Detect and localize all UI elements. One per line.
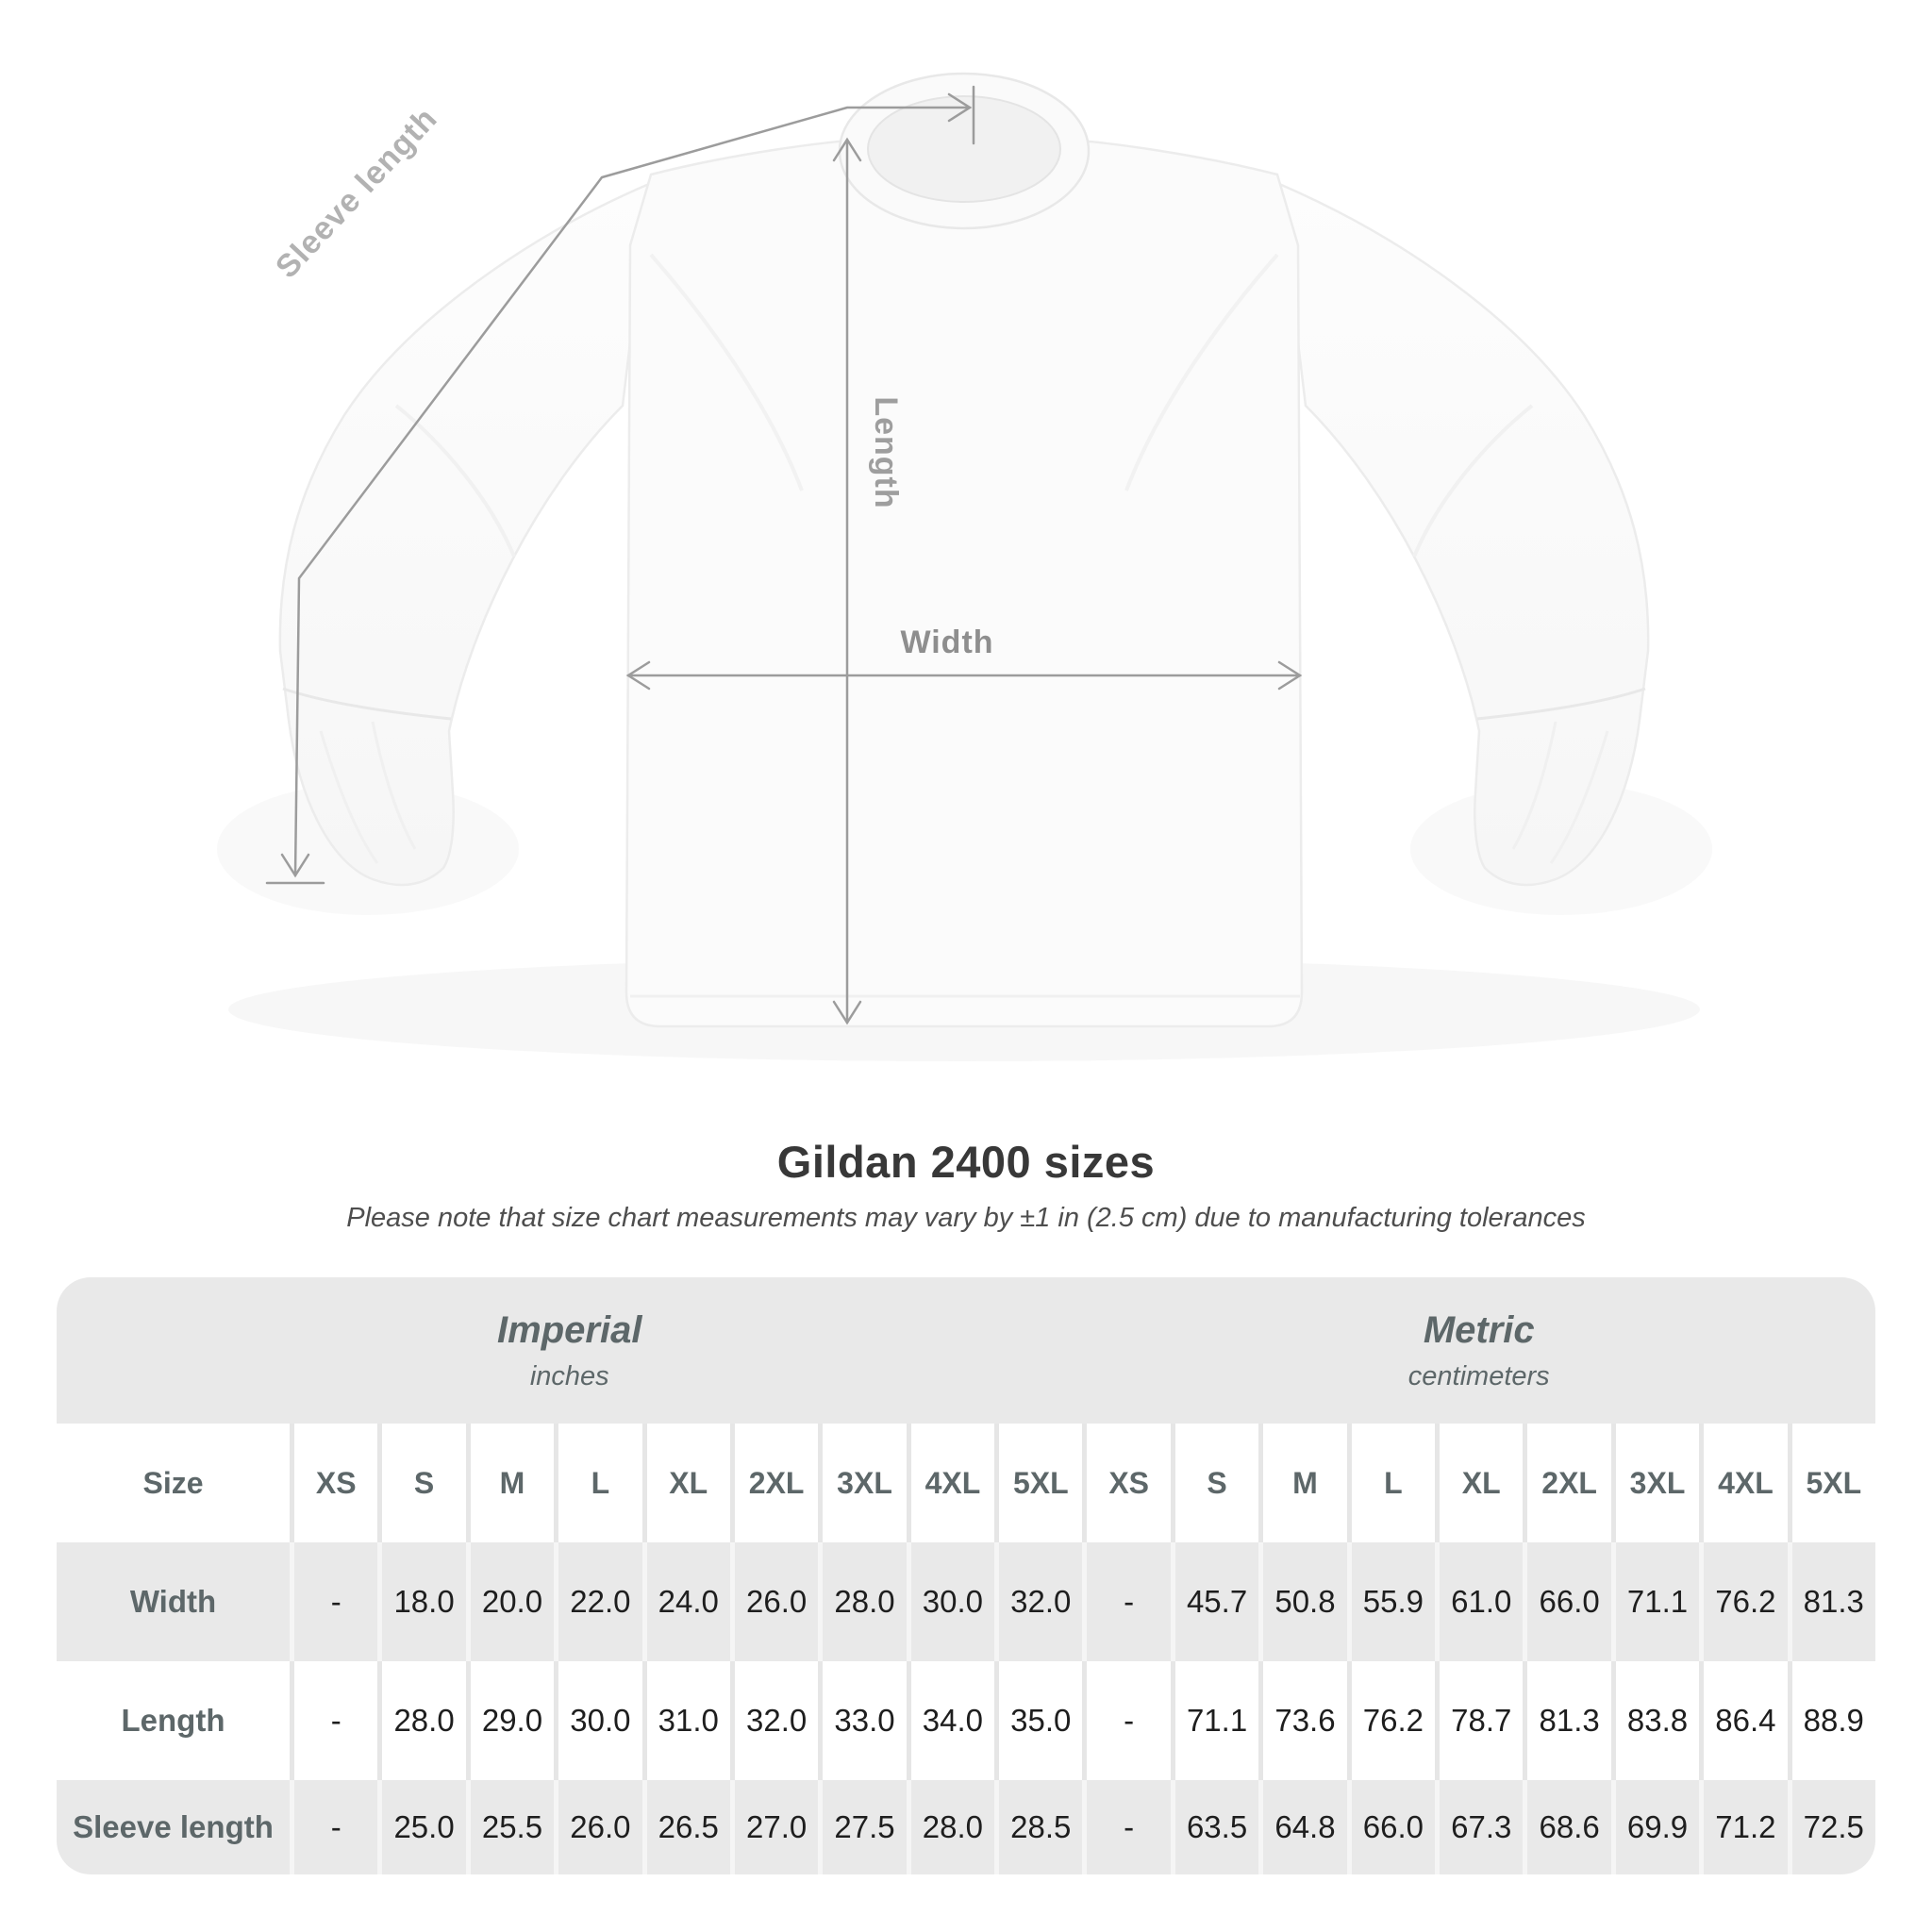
- shirt-body: [626, 141, 1302, 1026]
- size-header-cell: 3XL: [1611, 1424, 1699, 1542]
- value-cell: 61.0: [1435, 1542, 1523, 1661]
- size-column-header: Size: [57, 1424, 290, 1542]
- length-label: Length: [868, 396, 904, 509]
- value-cell: 72.5: [1788, 1780, 1875, 1874]
- size-header-cell: L: [554, 1424, 641, 1542]
- size-header-cell: S: [1171, 1424, 1258, 1542]
- size-header-cell: 4XL: [1699, 1424, 1787, 1542]
- size-header-cell: 5XL: [1788, 1424, 1875, 1542]
- value-cell: 55.9: [1347, 1542, 1435, 1661]
- imperial-group-header: [57, 1277, 1082, 1424]
- value-cell: 32.0: [994, 1542, 1082, 1661]
- value-cell: 34.0: [907, 1661, 994, 1780]
- value-cell: 27.5: [818, 1780, 906, 1874]
- value-cell: -: [1082, 1780, 1170, 1874]
- value-cell: 18.0: [377, 1542, 465, 1661]
- row-label: Length: [57, 1661, 290, 1780]
- value-cell: 30.0: [907, 1542, 994, 1661]
- value-cell: 78.7: [1435, 1661, 1523, 1780]
- imperial-group-unit: inches: [529, 1360, 609, 1391]
- size-header-cell: XS: [1082, 1424, 1170, 1542]
- value-cell: -: [1082, 1542, 1170, 1661]
- value-cell: 30.0: [554, 1661, 641, 1780]
- shirt-collar: [840, 74, 1089, 228]
- value-cell: 83.8: [1611, 1661, 1699, 1780]
- shirt-left-sleeve: [280, 184, 649, 885]
- value-cell: 26.0: [554, 1780, 641, 1874]
- value-cell: 25.5: [466, 1780, 554, 1874]
- value-cell: 45.7: [1171, 1542, 1258, 1661]
- size-header-cell: M: [1258, 1424, 1346, 1542]
- value-cell: 28.0: [907, 1780, 994, 1874]
- size-header-cell: M: [466, 1424, 554, 1542]
- value-cell: 71.2: [1699, 1780, 1787, 1874]
- size-header-cell: 2XL: [730, 1424, 818, 1542]
- value-cell: -: [290, 1661, 377, 1780]
- value-cell: 86.4: [1699, 1661, 1787, 1780]
- value-cell: 28.0: [377, 1661, 465, 1780]
- value-cell: 32.0: [730, 1661, 818, 1780]
- metric-group-header: [1082, 1277, 1875, 1424]
- imperial-group-name: Imperial: [497, 1308, 642, 1351]
- value-cell: 73.6: [1258, 1661, 1346, 1780]
- value-cell: 28.5: [994, 1780, 1082, 1874]
- value-cell: 33.0: [818, 1661, 906, 1780]
- size-table: [57, 1277, 1875, 1874]
- value-cell: -: [290, 1780, 377, 1874]
- value-cell: 22.0: [554, 1542, 641, 1661]
- value-cell: 71.1: [1171, 1661, 1258, 1780]
- value-cell: 66.0: [1347, 1780, 1435, 1874]
- value-cell: 50.8: [1258, 1542, 1346, 1661]
- value-cell: 24.0: [642, 1542, 730, 1661]
- value-cell: 20.0: [466, 1542, 554, 1661]
- size-header-cell: 3XL: [818, 1424, 906, 1542]
- shirt-right-sleeve: [1279, 184, 1648, 885]
- page-title: Gildan 2400 sizes: [776, 1137, 1156, 1187]
- value-cell: 29.0: [466, 1661, 554, 1780]
- value-cell: 76.2: [1699, 1542, 1787, 1661]
- value-cell: 26.5: [642, 1780, 730, 1874]
- sleeve-length-label: Sleeve length: [268, 100, 445, 286]
- value-cell: 25.0: [377, 1780, 465, 1874]
- value-cell: 31.0: [642, 1661, 730, 1780]
- value-cell: 88.9: [1788, 1661, 1875, 1780]
- value-cell: 67.3: [1435, 1780, 1523, 1874]
- size-header-cell: 4XL: [907, 1424, 994, 1542]
- value-cell: 28.0: [818, 1542, 906, 1661]
- size-header-cell: XS: [290, 1424, 377, 1542]
- size-header-cell: S: [377, 1424, 465, 1542]
- metric-group-name: Metric: [1423, 1308, 1535, 1351]
- value-cell: 63.5: [1171, 1780, 1258, 1874]
- value-cell: 69.9: [1611, 1780, 1699, 1874]
- value-cell: 71.1: [1611, 1542, 1699, 1661]
- value-cell: -: [1082, 1661, 1170, 1780]
- size-header-cell: L: [1347, 1424, 1435, 1542]
- value-cell: 26.0: [730, 1542, 818, 1661]
- value-cell: 66.0: [1523, 1542, 1610, 1661]
- value-cell: 76.2: [1347, 1661, 1435, 1780]
- row-label: Width: [57, 1542, 290, 1661]
- value-cell: 68.6: [1523, 1780, 1610, 1874]
- value-cell: 35.0: [994, 1661, 1082, 1780]
- value-cell: 81.3: [1788, 1542, 1875, 1661]
- size-header-cell: 5XL: [994, 1424, 1082, 1542]
- metric-group-unit: centimeters: [1407, 1360, 1550, 1391]
- value-cell: 81.3: [1523, 1661, 1610, 1780]
- size-header-cell: XL: [642, 1424, 730, 1542]
- width-label: Width: [900, 625, 994, 660]
- row-label: Sleeve length: [57, 1780, 290, 1874]
- size-header-cell: XL: [1435, 1424, 1523, 1542]
- value-cell: 27.0: [730, 1780, 818, 1874]
- value-cell: -: [290, 1542, 377, 1661]
- size-header-cell: 2XL: [1523, 1424, 1610, 1542]
- page-subtitle: Please note that size chart measurements may vary by ±1 in (2.5 cm) due to manufacturing tolerances: [346, 1203, 1586, 1233]
- value-cell: 64.8: [1258, 1780, 1346, 1874]
